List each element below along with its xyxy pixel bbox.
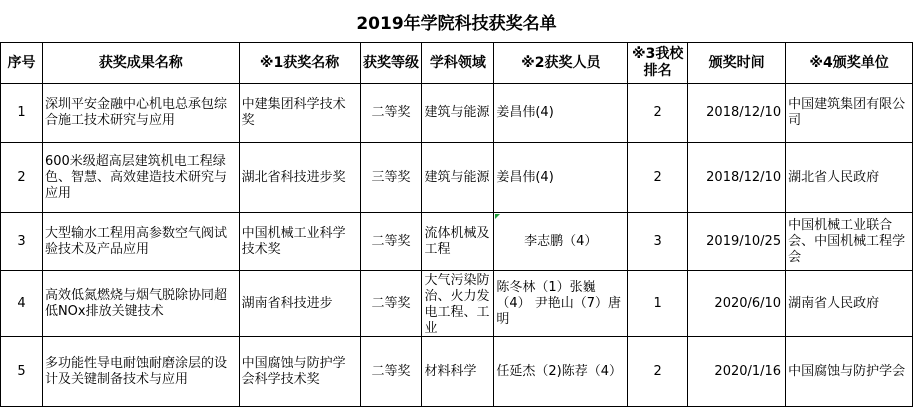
header-discipline[interactable]: 学科领域 <box>422 43 494 84</box>
cell-award-name[interactable]: 湖南省科技进步 <box>239 271 360 337</box>
header-index[interactable]: 序号 <box>1 43 43 84</box>
cell-discipline[interactable]: 材料科学 <box>422 337 494 407</box>
cell-winners[interactable]: 姜昌伟(4) <box>494 84 628 143</box>
cell-award-date[interactable]: 2018/12/10 <box>688 143 786 213</box>
cell-award-level[interactable]: 二等奖 <box>360 84 422 143</box>
cell-winners[interactable]: 姜昌伟(4) <box>494 143 628 213</box>
cell-awarding-unit[interactable]: 中国建筑集团有限公司 <box>786 84 913 143</box>
header-rank[interactable]: ※3我校排名 <box>628 43 688 84</box>
table-row <box>1 337 913 407</box>
cell-awarding-unit[interactable]: 湖南省人民政府 <box>786 271 913 337</box>
cell-achievement[interactable]: 深圳平安金融中心机电总承包综合施工技术研究与应用 <box>42 84 239 143</box>
cell-award-date[interactable]: 2020/6/10 <box>688 271 786 337</box>
cell-achievement[interactable]: 600米级超高层建筑机电工程绿色、智慧、高效建造技术研究与应用 <box>42 143 239 213</box>
cell-award-level[interactable]: 二等奖 <box>360 271 422 337</box>
cell-awarding-unit[interactable]: 中国机械工业联合会、中国机械工程学会 <box>786 213 913 271</box>
cell-rank[interactable]: 2 <box>628 143 688 213</box>
header-award-name[interactable]: ※1获奖名称 <box>239 43 360 84</box>
cell-award-date[interactable]: 2019/10/25 <box>688 213 786 271</box>
cell-awarding-unit[interactable]: 湖北省人民政府 <box>786 143 913 213</box>
header-achievement[interactable]: 获奖成果名称 <box>42 43 239 84</box>
cell-rank[interactable]: 1 <box>628 271 688 337</box>
sheet-title: 2019年学院科技获奖名单 <box>356 13 557 34</box>
cell-index[interactable]: 4 <box>1 271 43 337</box>
header-award-level[interactable]: 获奖等级 <box>360 43 422 84</box>
cell-award-date[interactable]: 2018/12/10 <box>688 84 786 143</box>
cell-award-name[interactable]: 中国腐蚀与防护学会科学技术奖 <box>239 337 360 407</box>
cell-winners[interactable]: 任延杰（2)陈荐（4） <box>494 337 628 407</box>
cell-award-date[interactable]: 2020/1/16 <box>688 337 786 407</box>
cell-award-level[interactable]: 三等奖 <box>360 143 422 213</box>
table-row <box>1 271 913 337</box>
header-winners[interactable]: ※2获奖人员 <box>494 43 628 84</box>
cell-achievement[interactable]: 高效低氮燃烧与烟气脱除协同超低NOx排放关键技术 <box>42 271 239 337</box>
cell-award-name[interactable]: 湖北省科技进步奖 <box>239 143 360 213</box>
cell-rank[interactable]: 2 <box>628 337 688 407</box>
header-awarding-unit[interactable]: ※4颁奖单位 <box>786 43 913 84</box>
cell-discipline[interactable]: 建筑与能源 <box>422 84 494 143</box>
cell-winners[interactable] <box>494 213 628 271</box>
cell-winners-text: 李志鹏（4） <box>524 233 598 249</box>
cell-awarding-unit[interactable]: 中国腐蚀与防护学会 <box>786 337 913 407</box>
comment-marker-icon <box>495 214 500 219</box>
cell-award-level[interactable]: 二等奖 <box>360 337 422 407</box>
cell-discipline[interactable]: 建筑与能源 <box>422 143 494 213</box>
cell-rank[interactable]: 3 <box>628 213 688 271</box>
cell-discipline[interactable]: 流体机械及工程 <box>422 213 494 271</box>
cell-winners[interactable] <box>494 271 628 337</box>
cell-rank[interactable]: 2 <box>628 84 688 143</box>
cell-index[interactable]: 2 <box>1 143 43 213</box>
cell-winners-text: 陈冬林（1）张巍（4） 尹艳山（7）唐明 <box>496 279 622 327</box>
cell-award-name[interactable]: 中国机械工业科学技术奖 <box>239 213 360 271</box>
cell-achievement[interactable]: 大型输水工程用高参数空气阀试验技术及产品应用 <box>42 213 239 271</box>
cell-award-level[interactable]: 二等奖 <box>360 213 422 271</box>
header-row <box>1 43 913 84</box>
table-row <box>1 84 913 143</box>
cell-index[interactable]: 3 <box>1 213 43 271</box>
cell-award-name[interactable]: 中建集团科学技术奖 <box>239 84 360 143</box>
cell-index[interactable]: 1 <box>1 84 43 143</box>
awards-table <box>0 42 913 407</box>
cell-index[interactable]: 5 <box>1 337 43 407</box>
cell-discipline-text: 大气污染防治、火力发电工程、工业 <box>424 272 490 335</box>
table-row <box>1 143 913 213</box>
cell-achievement[interactable]: 多功能性导电耐蚀耐磨涂层的设计及关键制备技术与应用 <box>42 337 239 407</box>
header-award-date[interactable]: 颁奖时间 <box>688 43 786 84</box>
table-row <box>1 213 913 271</box>
cell-discipline[interactable] <box>422 271 494 337</box>
